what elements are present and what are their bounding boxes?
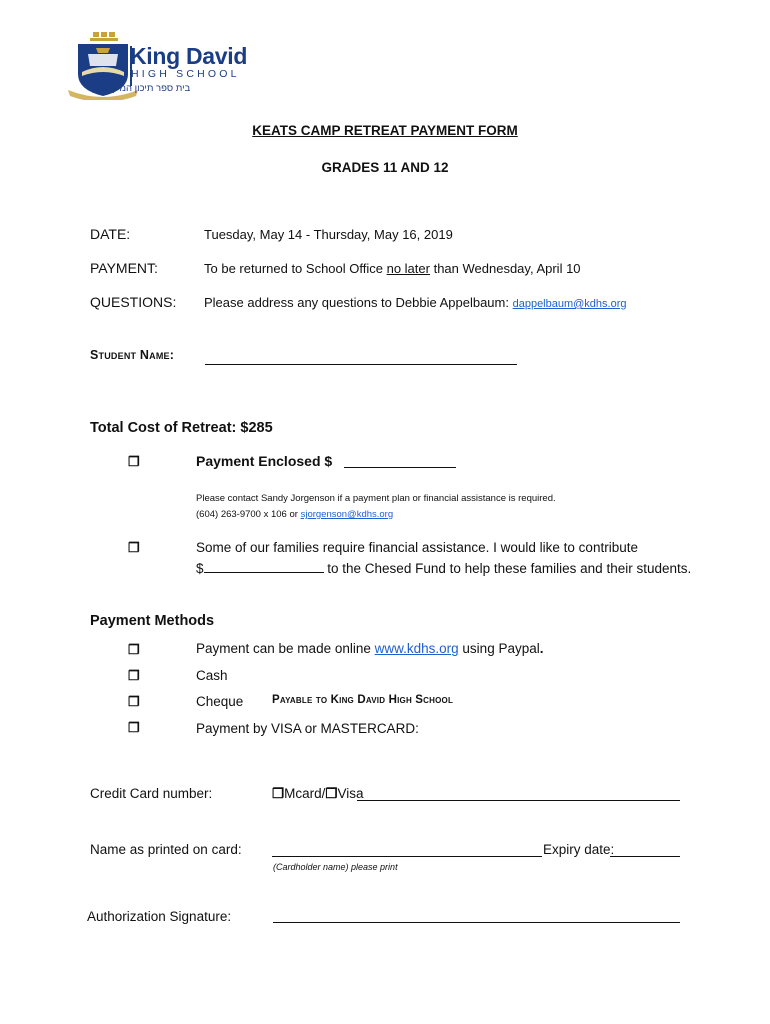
cheque-option: Cheque xyxy=(196,694,244,709)
online-payment-suffix: using Paypal xyxy=(458,641,540,656)
payment-deadline-suffix: than Wednesday, April 10 xyxy=(429,261,581,276)
assistance-line-1: Some of our families require financial assistance. I would like to contribute xyxy=(196,540,638,555)
mcard-checkbox[interactable]: ❐ xyxy=(272,786,285,801)
school-subtitle: HIGH SCHOOL xyxy=(131,68,240,80)
payment-label: PAYMENT: xyxy=(90,260,158,276)
online-payment-period: . xyxy=(539,641,544,656)
contact-phone-text: (604) 263-9700 x 106 or xyxy=(196,509,301,520)
assistance-line-2 xyxy=(196,560,691,576)
card-payment-option: Payment by VISA or MASTERCARD: xyxy=(196,721,419,736)
contact-email-link[interactable]: sjorgenson@kdhs.org xyxy=(300,509,394,520)
school-name: King David xyxy=(130,43,248,69)
questions-text xyxy=(204,295,627,310)
date-value: Tuesday, May 14 - Thursday, May 16, 2019 xyxy=(204,227,453,242)
card-number-field[interactable] xyxy=(357,786,680,801)
card-payment-checkbox[interactable]: ❐ xyxy=(128,720,140,735)
school-hebrew-name: בית ספר תיכון המלך דוד xyxy=(94,83,191,94)
visa-label: Visa xyxy=(337,786,364,801)
authorization-signature-label: Authorization Signature: xyxy=(87,909,232,924)
payment-enclosed-amount-field[interactable] xyxy=(344,453,456,468)
expiry-date-field[interactable] xyxy=(610,842,680,857)
student-name-field[interactable] xyxy=(205,350,517,365)
online-payment-option xyxy=(196,641,544,656)
cardholder-name-label: Name as printed on card: xyxy=(90,842,242,857)
cash-option: Cash xyxy=(196,668,228,683)
authorization-signature-field[interactable] xyxy=(273,908,680,923)
cheque-checkbox[interactable]: ❐ xyxy=(128,694,140,709)
contact-note: Please contact Sandy Jorgenson if a payment plan or financial assistance is required. xyxy=(196,493,556,504)
cardholder-name-field[interactable] xyxy=(272,842,542,857)
contact-phone xyxy=(196,509,393,520)
visa-checkbox[interactable]: ❐ xyxy=(325,786,338,801)
payment-enclosed-checkbox[interactable]: ❐ xyxy=(128,454,140,469)
payment-deadline xyxy=(204,261,581,276)
contribute-checkbox[interactable]: ❐ xyxy=(128,540,140,555)
assistance-line-2-suffix: to the Chesed Fund to help these families and their students. xyxy=(323,561,692,576)
online-payment-checkbox[interactable]: ❐ xyxy=(128,642,140,657)
contribution-currency: $ xyxy=(196,561,204,576)
student-name-label: Student Name: xyxy=(90,348,175,362)
contribution-amount-field[interactable] xyxy=(204,560,324,573)
payment-enclosed-label: Payment Enclosed $ xyxy=(196,453,333,469)
cheque-payable-note: Payable to King David High School xyxy=(272,694,454,706)
form-grades: GRADES 11 AND 12 xyxy=(321,160,449,175)
card-type-options xyxy=(272,786,364,802)
card-number-label: Credit Card number: xyxy=(90,786,213,801)
payment-deadline-emphasis: no later xyxy=(386,261,430,276)
expiry-date-label: Expiry date: xyxy=(543,842,615,857)
payment-methods-title: Payment Methods xyxy=(90,613,215,629)
questions-prompt: Please address any questions to Debbie Appelbaum: xyxy=(204,295,513,310)
questions-email-link[interactable]: dappelbaum@kdhs.org xyxy=(512,298,627,310)
cash-checkbox[interactable]: ❐ xyxy=(128,668,140,683)
form-title: KEATS CAMP RETREAT PAYMENT FORM xyxy=(252,123,518,138)
mcard-label: Mcard/ xyxy=(284,786,326,801)
questions-label: QUESTIONS: xyxy=(90,294,177,310)
payment-deadline-prefix: To be returned to School Office xyxy=(204,261,387,276)
cardholder-hint: (Cardholder name) please print xyxy=(273,862,398,872)
online-payment-text: Payment can be made online xyxy=(196,641,375,656)
total-cost: Total Cost of Retreat: $285 xyxy=(90,420,273,436)
date-label: DATE: xyxy=(90,226,131,242)
online-payment-link[interactable]: www.kdhs.org xyxy=(374,641,459,656)
